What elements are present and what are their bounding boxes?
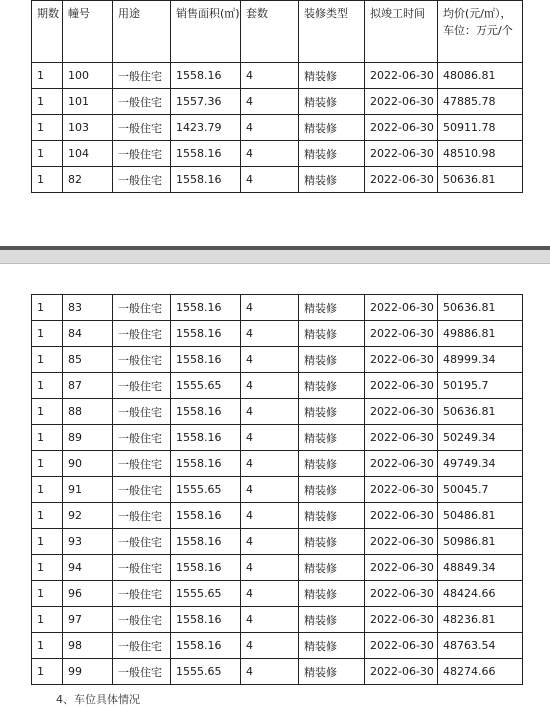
cell-units: 4 — [241, 555, 299, 581]
cell-completion: 2022-06-30 — [365, 581, 438, 607]
cell-decoration: 精装修 — [299, 633, 365, 659]
header-cell-period: 期数 — [32, 1, 63, 63]
cell-units: 4 — [241, 89, 299, 115]
cell-building: 100 — [63, 63, 113, 89]
cell-price: 49886.81 — [438, 321, 523, 347]
table-row — [32, 555, 523, 581]
cell-area: 1558.16 — [171, 399, 241, 425]
cell-area: 1558.16 — [171, 63, 241, 89]
cell-area: 1557.36 — [171, 89, 241, 115]
cell-area: 1558.16 — [171, 295, 241, 321]
pricing-table-page-1 — [31, 0, 523, 193]
cell-usage: 一般住宅 — [113, 581, 171, 607]
table-row — [32, 63, 523, 89]
cell-price: 50486.81 — [438, 503, 523, 529]
cell-usage: 一般住宅 — [113, 503, 171, 529]
cell-area: 1555.65 — [171, 477, 241, 503]
cell-completion: 2022-06-30 — [365, 141, 438, 167]
cell-units: 4 — [241, 503, 299, 529]
cell-usage: 一般住宅 — [113, 321, 171, 347]
cell-period: 1 — [32, 141, 63, 167]
page-break — [0, 246, 550, 264]
cell-area: 1558.16 — [171, 451, 241, 477]
cell-price: 48510.98 — [438, 141, 523, 167]
table-header-row — [32, 1, 523, 63]
cell-period: 1 — [32, 89, 63, 115]
cell-usage: 一般住宅 — [113, 141, 171, 167]
cell-completion: 2022-06-30 — [365, 659, 438, 685]
cell-completion: 2022-06-30 — [365, 347, 438, 373]
cell-usage: 一般住宅 — [113, 399, 171, 425]
table-row — [32, 425, 523, 451]
cell-units: 4 — [241, 63, 299, 89]
cell-units: 4 — [241, 141, 299, 167]
cell-building: 104 — [63, 141, 113, 167]
cell-period: 1 — [32, 115, 63, 141]
cell-price: 50249.34 — [438, 425, 523, 451]
cell-decoration: 精装修 — [299, 63, 365, 89]
cell-building: 85 — [63, 347, 113, 373]
cell-decoration: 精装修 — [299, 659, 365, 685]
cell-usage: 一般住宅 — [113, 115, 171, 141]
cell-decoration: 精装修 — [299, 555, 365, 581]
cell-building: 91 — [63, 477, 113, 503]
cell-price: 50911.78 — [438, 115, 523, 141]
cell-price: 49749.34 — [438, 451, 523, 477]
header-cell-area: 销售面积(㎡) — [171, 1, 241, 63]
table-row — [32, 477, 523, 503]
header-cell-completion: 拟竣工时间 — [365, 1, 438, 63]
cell-decoration: 精装修 — [299, 373, 365, 399]
cell-price: 47885.78 — [438, 89, 523, 115]
cell-decoration: 精装修 — [299, 451, 365, 477]
cell-building: 98 — [63, 633, 113, 659]
cell-period: 1 — [32, 399, 63, 425]
cell-units: 4 — [241, 659, 299, 685]
cell-decoration: 精装修 — [299, 581, 365, 607]
cell-period: 1 — [32, 477, 63, 503]
cell-completion: 2022-06-30 — [365, 503, 438, 529]
cell-completion: 2022-06-30 — [365, 399, 438, 425]
cell-completion: 2022-06-30 — [365, 477, 438, 503]
cell-area: 1558.16 — [171, 167, 241, 193]
table-body-page-1 — [32, 63, 523, 193]
table-row — [32, 633, 523, 659]
cell-decoration: 精装修 — [299, 295, 365, 321]
cell-price: 50195.7 — [438, 373, 523, 399]
table-row — [32, 451, 523, 477]
table-row — [32, 321, 523, 347]
cell-building: 88 — [63, 399, 113, 425]
table-row — [32, 295, 523, 321]
table-row — [32, 373, 523, 399]
header-cell-usage: 用途 — [113, 1, 171, 63]
cell-area: 1558.16 — [171, 607, 241, 633]
cell-area: 1558.16 — [171, 425, 241, 451]
cell-period: 1 — [32, 373, 63, 399]
table-row — [32, 115, 523, 141]
table-row — [32, 399, 523, 425]
table-row — [32, 529, 523, 555]
pricing-table-page-2 — [31, 294, 523, 685]
cell-units: 4 — [241, 399, 299, 425]
cell-decoration: 精装修 — [299, 167, 365, 193]
cell-building: 87 — [63, 373, 113, 399]
cell-building: 93 — [63, 529, 113, 555]
cell-usage: 一般住宅 — [113, 167, 171, 193]
cell-usage: 一般住宅 — [113, 451, 171, 477]
cell-units: 4 — [241, 373, 299, 399]
cell-decoration: 精装修 — [299, 321, 365, 347]
cell-period: 1 — [32, 451, 63, 477]
cell-units: 4 — [241, 477, 299, 503]
cell-decoration: 精装修 — [299, 425, 365, 451]
cell-usage: 一般住宅 — [113, 89, 171, 115]
cell-usage: 一般住宅 — [113, 529, 171, 555]
cell-units: 4 — [241, 321, 299, 347]
cell-completion: 2022-06-30 — [365, 63, 438, 89]
cell-price: 50045.7 — [438, 477, 523, 503]
cell-usage: 一般住宅 — [113, 425, 171, 451]
cell-decoration: 精装修 — [299, 477, 365, 503]
cell-period: 1 — [32, 555, 63, 581]
cell-period: 1 — [32, 607, 63, 633]
cell-area: 1558.16 — [171, 347, 241, 373]
cell-completion: 2022-06-30 — [365, 633, 438, 659]
cell-area: 1555.65 — [171, 373, 241, 399]
table-row — [32, 659, 523, 685]
header-cell-units: 套数 — [241, 1, 299, 63]
table-body-page-2 — [32, 295, 523, 685]
cell-area: 1558.16 — [171, 555, 241, 581]
cell-building: 83 — [63, 295, 113, 321]
cell-units: 4 — [241, 529, 299, 555]
cell-completion: 2022-06-30 — [365, 321, 438, 347]
cell-usage: 一般住宅 — [113, 555, 171, 581]
cell-price: 48236.81 — [438, 607, 523, 633]
cell-decoration: 精装修 — [299, 89, 365, 115]
cell-units: 4 — [241, 295, 299, 321]
cell-decoration: 精装修 — [299, 607, 365, 633]
cell-units: 4 — [241, 633, 299, 659]
cell-building: 103 — [63, 115, 113, 141]
cell-building: 96 — [63, 581, 113, 607]
cell-price: 50636.81 — [438, 167, 523, 193]
cell-period: 1 — [32, 425, 63, 451]
cell-period: 1 — [32, 503, 63, 529]
cell-decoration: 精装修 — [299, 529, 365, 555]
cell-period: 1 — [32, 633, 63, 659]
cell-building: 92 — [63, 503, 113, 529]
cell-completion: 2022-06-30 — [365, 451, 438, 477]
cell-completion: 2022-06-30 — [365, 425, 438, 451]
table-row — [32, 607, 523, 633]
cell-completion: 2022-06-30 — [365, 167, 438, 193]
cell-price: 50636.81 — [438, 399, 523, 425]
cell-area: 1423.79 — [171, 115, 241, 141]
cell-usage: 一般住宅 — [113, 659, 171, 685]
header-cell-decoration: 装修类型 — [299, 1, 365, 63]
cell-units: 4 — [241, 581, 299, 607]
table-row — [32, 503, 523, 529]
cell-area: 1558.16 — [171, 529, 241, 555]
cell-decoration: 精装修 — [299, 115, 365, 141]
cell-area: 1558.16 — [171, 633, 241, 659]
cell-area: 1558.16 — [171, 141, 241, 167]
section-heading-parking: 4、车位具体情况 — [56, 693, 140, 706]
table-row — [32, 141, 523, 167]
cell-units: 4 — [241, 167, 299, 193]
cell-period: 1 — [32, 529, 63, 555]
cell-price: 48424.66 — [438, 581, 523, 607]
cell-decoration: 精装修 — [299, 503, 365, 529]
cell-price: 48999.34 — [438, 347, 523, 373]
table-row — [32, 167, 523, 193]
cell-usage: 一般住宅 — [113, 347, 171, 373]
cell-area: 1558.16 — [171, 321, 241, 347]
cell-decoration: 精装修 — [299, 399, 365, 425]
header-cell-building: 幢号 — [63, 1, 113, 63]
cell-price: 48274.66 — [438, 659, 523, 685]
cell-period: 1 — [32, 321, 63, 347]
cell-period: 1 — [32, 659, 63, 685]
cell-price: 50636.81 — [438, 295, 523, 321]
cell-usage: 一般住宅 — [113, 607, 171, 633]
cell-price: 50986.81 — [438, 529, 523, 555]
cell-building: 101 — [63, 89, 113, 115]
cell-building: 82 — [63, 167, 113, 193]
cell-period: 1 — [32, 581, 63, 607]
cell-completion: 2022-06-30 — [365, 529, 438, 555]
cell-area: 1555.65 — [171, 659, 241, 685]
cell-completion: 2022-06-30 — [365, 89, 438, 115]
document-page-1 — [0, 0, 550, 246]
cell-completion: 2022-06-30 — [365, 607, 438, 633]
cell-building: 90 — [63, 451, 113, 477]
cell-building: 84 — [63, 321, 113, 347]
cell-price: 48849.34 — [438, 555, 523, 581]
cell-usage: 一般住宅 — [113, 477, 171, 503]
cell-building: 89 — [63, 425, 113, 451]
cell-area: 1558.16 — [171, 503, 241, 529]
cell-units: 4 — [241, 115, 299, 141]
cell-usage: 一般住宅 — [113, 373, 171, 399]
table-row — [32, 89, 523, 115]
cell-usage: 一般住宅 — [113, 295, 171, 321]
cell-decoration: 精装修 — [299, 347, 365, 373]
cell-building: 94 — [63, 555, 113, 581]
table-row — [32, 347, 523, 373]
cell-period: 1 — [32, 347, 63, 373]
cell-usage: 一般住宅 — [113, 633, 171, 659]
cell-units: 4 — [241, 425, 299, 451]
cell-period: 1 — [32, 295, 63, 321]
document-page-2 — [0, 264, 550, 701]
cell-price: 48086.81 — [438, 63, 523, 89]
cell-units: 4 — [241, 607, 299, 633]
header-cell-price: 均价(元/㎡），车位：万元/个 — [438, 1, 523, 63]
cell-usage: 一般住宅 — [113, 63, 171, 89]
cell-period: 1 — [32, 63, 63, 89]
cell-completion: 2022-06-30 — [365, 555, 438, 581]
cell-completion: 2022-06-30 — [365, 373, 438, 399]
cell-building: 97 — [63, 607, 113, 633]
table-row — [32, 581, 523, 607]
cell-units: 4 — [241, 347, 299, 373]
cell-completion: 2022-06-30 — [365, 295, 438, 321]
cell-completion: 2022-06-30 — [365, 115, 438, 141]
cell-price: 48763.54 — [438, 633, 523, 659]
cell-units: 4 — [241, 451, 299, 477]
cell-decoration: 精装修 — [299, 141, 365, 167]
cell-area: 1555.65 — [171, 581, 241, 607]
cell-period: 1 — [32, 167, 63, 193]
cell-building: 99 — [63, 659, 113, 685]
